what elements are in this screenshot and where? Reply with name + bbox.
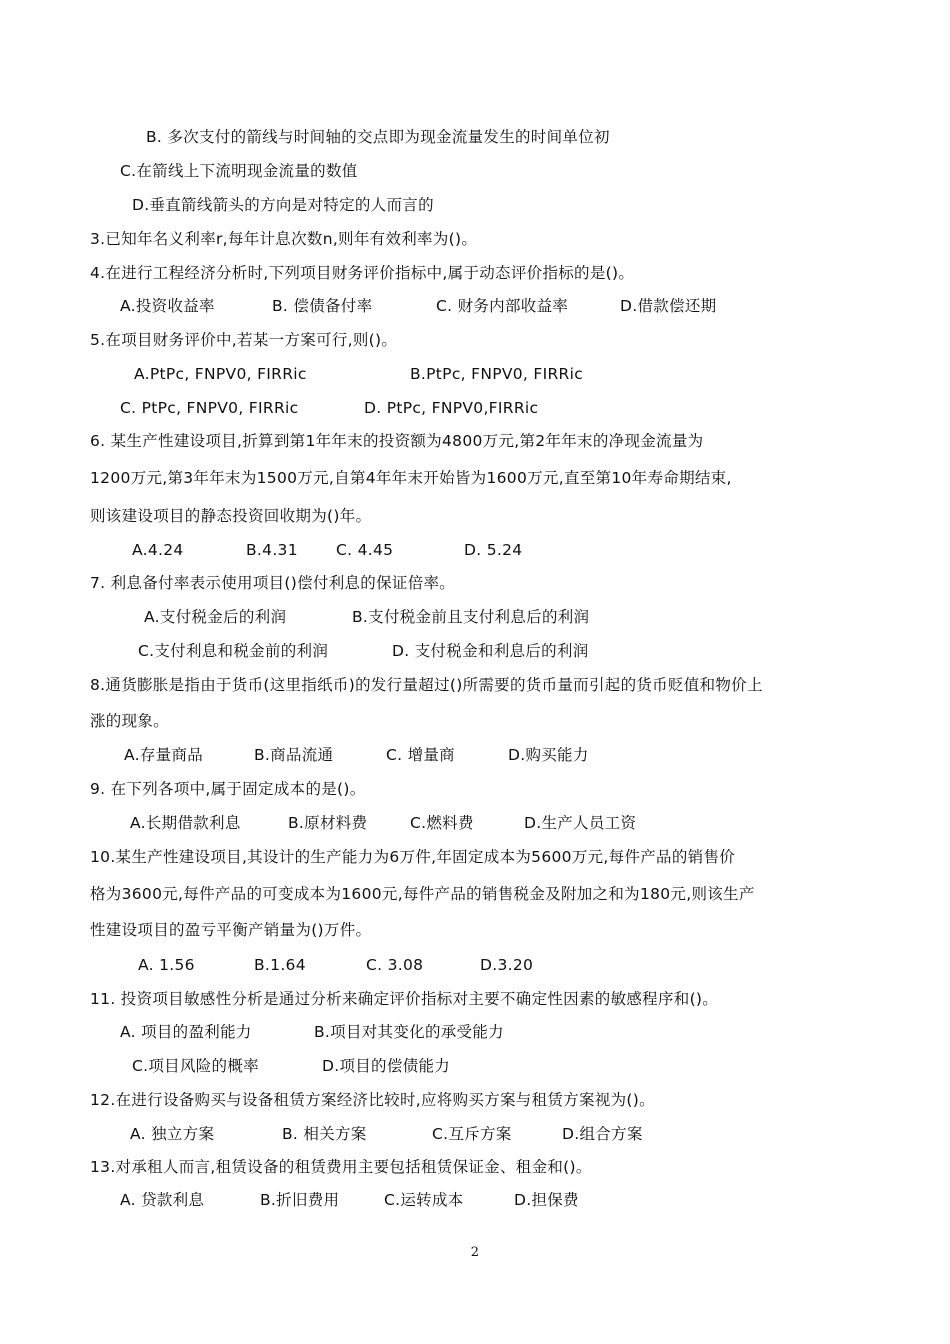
q7-option-d: D. 支付税金和利息后的利润 [392,642,589,660]
q7-option-c: C.支付利息和税金前的利润 [138,642,329,660]
q10-option-a: A. 1.56 [138,956,195,974]
q11-stem: 11. 投资项目敏感性分析是通过分析来确定评价指标对主要不确定性因素的敏感程序和()。 [90,990,719,1008]
q9-option-d: D.生产人员工资 [524,814,637,832]
q13-option-b: B.折旧费用 [260,1191,340,1209]
q2-option-c: C.在箭线上下流明现金流量的数值 [120,162,358,180]
q12-stem: 12.在进行设备购买与设备租赁方案经济比较时,应将购买方案与租赁方案视为()。 [90,1091,655,1109]
q12-option-c: C.互斥方案 [432,1125,512,1143]
q8-option-b: B.商品流通 [254,746,334,764]
q11-option-a: A. 项目的盈利能力 [120,1023,252,1041]
q9-option-c: C.燃料费 [410,814,474,832]
q5-option-c: C. PtPc, FNPV0, FIRRic [120,399,299,417]
q4-option-b: B. 偿债备付率 [272,297,373,315]
q7-stem: 7. 利息备付率表示使用项目()偿付利息的保证倍率。 [90,574,456,592]
q8-stem-line-2: 涨的现象。 [90,712,170,730]
q7-option-a: A.支付税金后的利润 [144,608,287,626]
q6-stem-line-2: 1200万元,第3年年末为1500万元,自第4年年末开始皆为1600万元,直至第10年寿命期结束, [90,469,732,487]
q13-stem: 13.对承租人而言,租赁设备的租赁费用主要包括租赁保证金、租金和()。 [90,1158,592,1176]
q10-option-d: D.3.20 [480,956,534,974]
q10-option-b: B.1.64 [254,956,306,974]
q6-option-d: D. 5.24 [464,541,523,559]
q4-option-c: C. 财务内部收益率 [436,297,569,315]
q13-option-a: A. 贷款利息 [120,1191,205,1209]
q6-option-b: B.4.31 [246,541,298,559]
q10-stem-line-2: 格为3600元,每件产品的可变成本为1600元,每件产品的销售税金及附加之和为180元,则该生产 [90,885,755,903]
q4-option-a: A.投资收益率 [120,297,215,315]
q6-option-c: C. 4.45 [336,541,394,559]
q5-option-d: D. PtPc, FNPV0,FIRRic [364,399,539,417]
q13-option-c: C.运转成本 [384,1191,464,1209]
q12-option-b: B. 相关方案 [282,1125,367,1143]
q6-stem-line-3: 则该建设项目的静态投资回收期为()年。 [90,507,372,525]
q11-option-d: D.项目的偿债能力 [322,1057,451,1075]
q10-stem-line-1: 10.某生产性建设项目,其设计的生产能力为6万件,年固定成本为5600万元,每件产品的销售价 [90,848,736,866]
q8-option-d: D.购买能力 [508,746,589,764]
q5-option-a: A.PtPc, FNPV0, FIRRic [134,365,307,383]
q8-stem-line-1: 8.通货膨胀是指由于货币(这里指纸币)的发行量超过()所需要的货币量而引起的货币贬值和物价上 [90,676,763,694]
q8-option-c: C. 增量商 [386,746,455,764]
q4-option-d: D.借款偿还期 [620,297,717,315]
q9-option-a: A.长期借款利息 [130,814,241,832]
page-number: 2 [470,1245,480,1260]
q11-option-c: C.项目风险的概率 [132,1057,259,1075]
q9-option-b: B.原材料费 [288,814,368,832]
q2-option-b: B. 多次支付的箭线与时间轴的交点即为现金流量发生的时间单位初 [146,128,610,146]
q3-stem: 3.已知年名义利率r,每年计息次数n,则年有效利率为()。 [90,230,478,248]
q2-option-d: D.垂直箭线箭头的方向是对特定的人而言的 [132,196,434,214]
q5-option-b: B.PtPc, FNPV0, FIRRic [410,365,584,383]
q6-stem-line-1: 6. 某生产性建设项目,折算到第1年年末的投资额为4800万元,第2年年末的净现金流量为 [90,432,704,450]
q4-stem: 4.在进行工程经济分析时,下列项目财务评价指标中,属于动态评价指标的是()。 [90,264,635,282]
q6-option-a: A.4.24 [132,541,184,559]
q7-option-b: B.支付税金前且支付利息后的利润 [352,608,590,626]
q13-option-d: D.担保费 [514,1191,579,1209]
q11-option-b: B.项目对其变化的承受能力 [314,1023,504,1041]
q10-option-c: C. 3.08 [366,956,424,974]
q9-stem: 9. 在下列各项中,属于固定成本的是()。 [90,780,366,798]
q12-option-a: A. 独立方案 [130,1125,215,1143]
q12-option-d: D.组合方案 [562,1125,643,1143]
q10-stem-line-3: 性建设项目的盈亏平衡产销量为()万件。 [90,921,372,939]
q5-stem: 5.在项目财务评价中,若某一方案可行,则()。 [90,331,398,349]
q8-option-a: A.存量商品 [124,746,204,764]
